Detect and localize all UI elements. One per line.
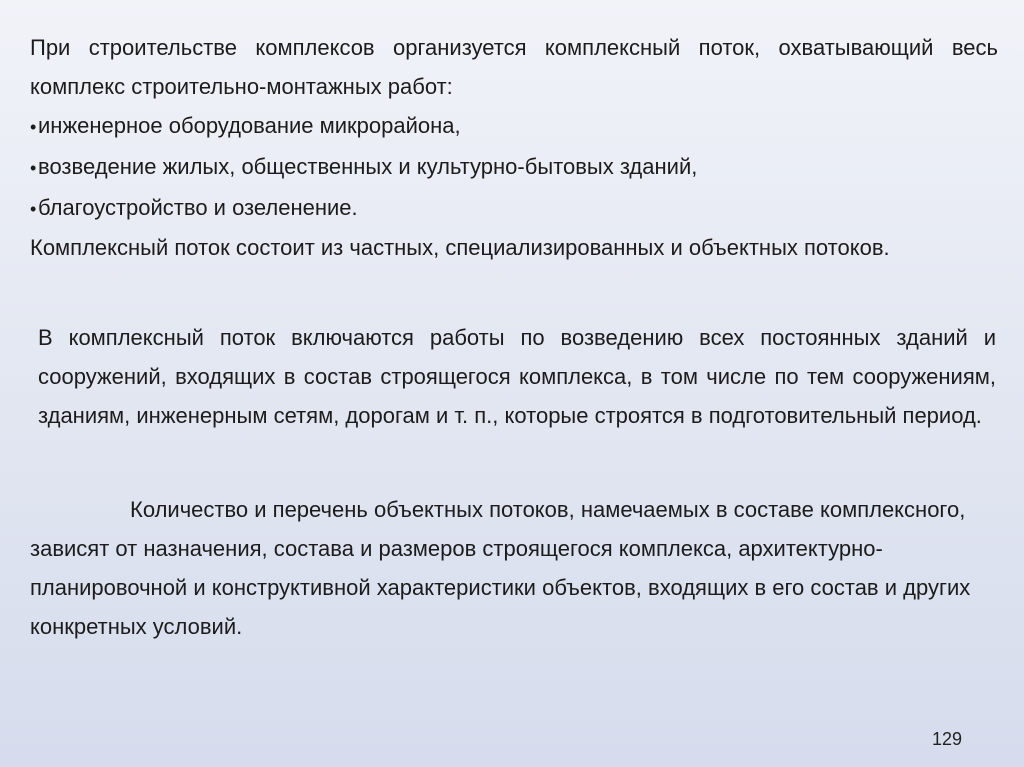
count-paragraph xyxy=(30,490,990,646)
bullet-text: возведение жилых, общественных и культурно-бытовых зданий, xyxy=(38,154,698,179)
count-text: Количество и перечень объектных потоков, намечаемых в составе комплексного, зависят от назначения, состава и размеров строящегося комплекса, архитектурно-планировочной и конструктивной характеристики объектов, входящих в его состав и других конкретных условий. xyxy=(30,497,971,639)
bullet-icon: • xyxy=(30,117,37,137)
intro-paragraph xyxy=(30,28,998,106)
bullet-icon: • xyxy=(30,199,37,219)
includes-paragraph xyxy=(38,318,996,435)
bullet-item xyxy=(30,188,998,229)
bullet-item xyxy=(30,147,998,188)
intro-text: При строительстве комплексов организуется комплексный поток, охватывающий весь комплекс строительно-монтажных работ: xyxy=(30,35,998,99)
composition-paragraph xyxy=(30,228,998,267)
bullet-text: благоустройство и озеленение. xyxy=(38,195,358,220)
page-number: 129 xyxy=(931,729,962,749)
bullet-list xyxy=(30,106,998,229)
composition-text: Комплексный поток состоит из частных, специализированных и объектных потоков. xyxy=(30,235,890,260)
bullet-item xyxy=(30,106,998,147)
bullet-icon: • xyxy=(30,158,37,178)
includes-text: В комплексный поток включаются работы по возведению всех постоянных зданий и сооружений, входящих в состав строящегося комплекса, в том числе по тем сооружениям, зданиям, инженерным сетям, дорогам и т. п., которые строятся в подготовительный период. xyxy=(38,325,996,428)
bullet-text: инженерное оборудование микрорайона, xyxy=(38,113,461,138)
